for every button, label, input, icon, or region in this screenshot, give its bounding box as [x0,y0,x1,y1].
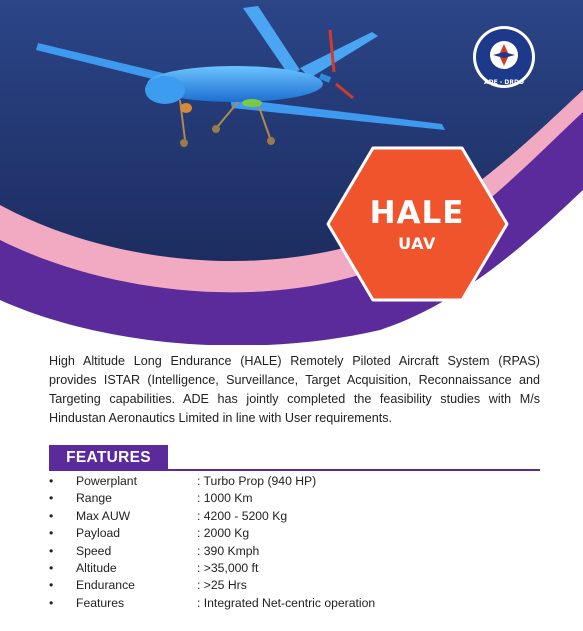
feature-value: : 2000 Kg [197,526,250,541]
bullet-icon: • [49,474,54,488]
feature-row [49,577,540,594]
feature-value: : 390 Kmph [197,543,260,558]
feature-row [49,473,540,490]
badge-subtitle: UAV [398,234,436,253]
feature-value: : 4200 - 5200 Kg [197,508,288,523]
feature-value: : >35,000 ft [197,560,259,575]
logo-label: ADE - DRDO [483,79,525,86]
feature-row [49,508,540,525]
feature-row [49,543,540,560]
features-divider [49,469,540,471]
feature-row [49,490,540,507]
bullet-icon: • [49,578,54,593]
bullet-icon: • [49,491,54,506]
bullet-icon: • [49,595,54,610]
feature-label: Range [76,491,112,506]
features-list [49,473,540,612]
feature-label: Features [76,595,125,610]
feature-label: Altitude [76,560,117,575]
badge-title: HALE [369,195,465,231]
feature-label: Speed [76,543,112,558]
bullet-icon: • [49,560,54,575]
feature-value: : Integrated Net-centric operation [197,595,376,610]
feature-value: : Turbo Prop (940 HP) [197,474,317,488]
description-paragraph: High Altitude Long Endurance (HALE) Remotely Piloted Aircraft System (RPAS) provides ISTAR (Intelligence, Surveillance, Target Acquisition, Reconnaissance and Targeting capabilities. ADE has jointly completed the feasibility studies with M/s Hindustan Aeronautics Limited in line with User requirements. [49,354,540,425]
feature-label: Max AUW [76,508,131,523]
feature-row [49,595,540,612]
feature-row [49,560,540,577]
feature-row [49,525,540,542]
bullet-icon: • [49,526,54,541]
features-header: FEATURES [49,445,168,470]
feature-value: : 1000 Km [197,491,253,506]
feature-value: : >25 Hrs [197,578,247,593]
feature-label: Endurance [76,578,135,593]
feature-label: Payload [76,526,121,541]
bullet-icon: • [49,543,54,558]
bullet-icon: • [49,508,54,523]
feature-label: Powerplant [76,474,137,488]
